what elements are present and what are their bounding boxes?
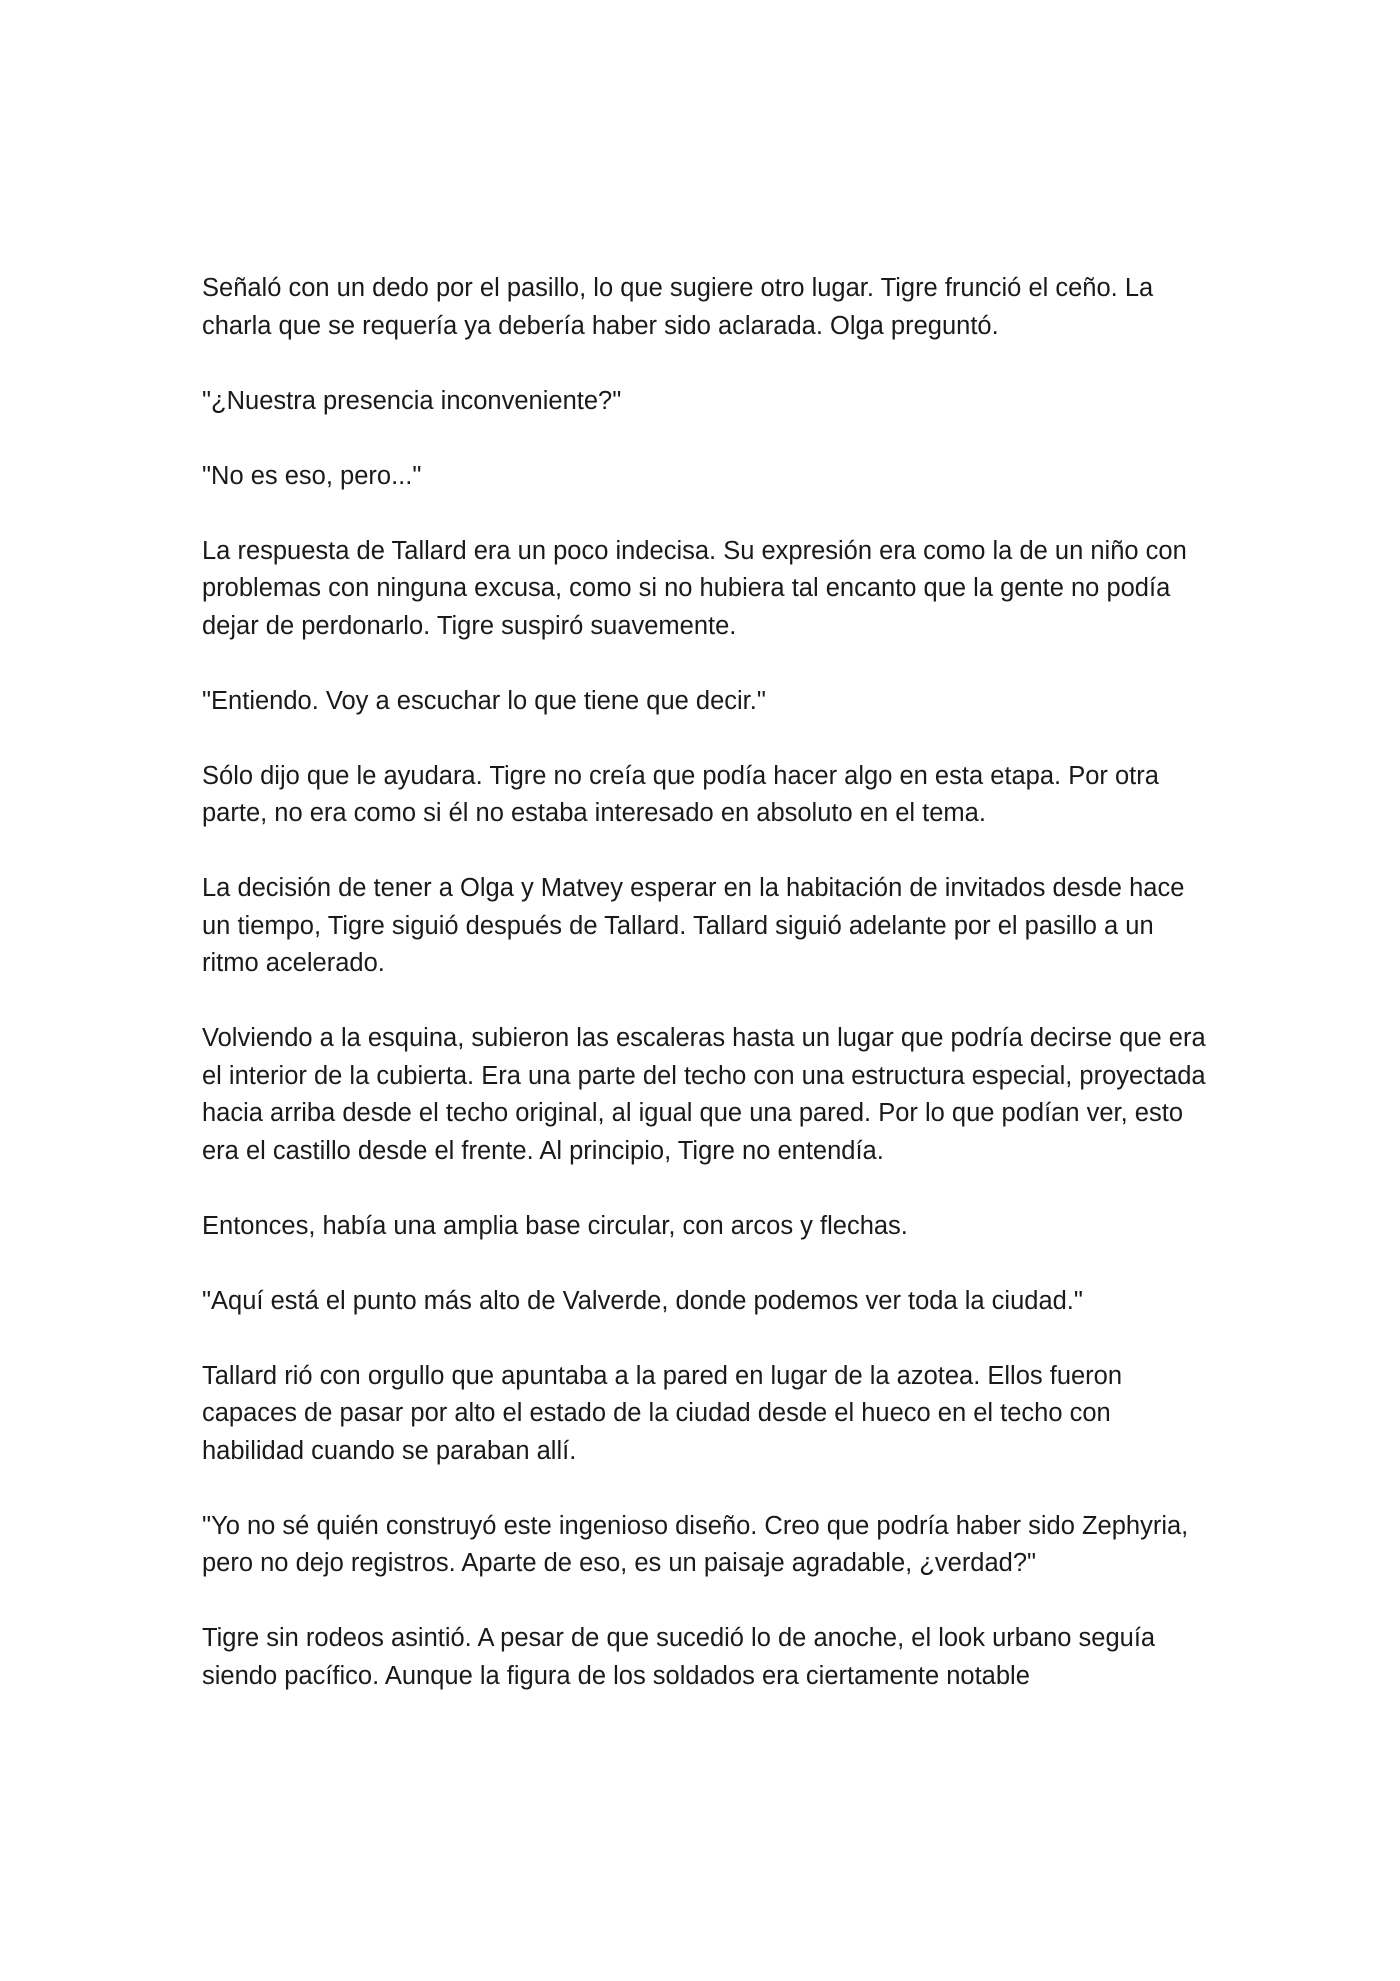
paragraph: Entonces, había una amplia base circular, con arcos y flechas.: [202, 1211, 908, 1240]
paragraph: La decisión de tener a Olga y Matvey esperar en la habitación de invitados desde hace un tiempo, Tigre siguió después de Tallard. Tallard siguió adelante por el pasillo a un ritmo acelerado.: [202, 874, 1185, 977]
paragraph: Tigre sin rodeos asintió. A pesar de que sucedió lo de anoche, el look urbano seguía siendo pacífico. Aunque la figura de los soldados era ciertamente notable: [202, 1624, 1156, 1690]
document-page: [202, 270, 1212, 1695]
paragraph: Volviendo a la esquina, subieron las escaleras hasta un lugar que podría decirse que era el interior de la cubierta. Era una parte del techo con una estructura especial, proyectada hacia arriba desde el techo original, al igual que una pared. Por lo que podían ver, esto era el castillo desde el frente. Al principio, Tigre no entendía.: [202, 1024, 1206, 1165]
paragraph: "Entiendo. Voy a escuchar lo que tiene que decir.": [202, 686, 766, 715]
paragraph: La respuesta de Tallard era un poco indecisa. Su expresión era como la de un niño con problemas con ninguna excusa, como si no hubiera tal encanto que la gente no podía dejar de perdonarlo. Tigre suspiró suavemente.: [202, 536, 1187, 640]
paragraph: "Aquí está el punto más alto de Valverde, donde podemos ver toda la ciudad.": [202, 1286, 1083, 1315]
paragraph: Tallard rió con orgullo que apuntaba a la pared en lugar de la azotea. Ellos fueron capaces de pasar por alto el estado de la ciudad desde el hueco en el techo con habilidad cuando se paraban allí.: [202, 1361, 1123, 1465]
paragraph: "Yo no sé quién construyó este ingenioso diseño. Creo que podría haber sido Zephyria, pero no dejo registros. Aparte de eso, es un paisaje agradable, ¿verdad?": [202, 1511, 1189, 1577]
paragraph: "No es eso, pero...": [202, 461, 422, 490]
paragraph: Señaló con un dedo por el pasillo, lo que sugiere otro lugar. Tigre frunció el ceño. La charla que se requería ya debería haber sido aclarada. Olga preguntó.: [202, 274, 1154, 340]
paragraph: "¿Nuestra presencia inconveniente?": [202, 386, 622, 415]
paragraph: Sólo dijo que le ayudara. Tigre no creía que podía hacer algo en esta etapa. Por otra parte, no era como si él no estaba interesado en absoluto en el tema.: [202, 761, 1159, 827]
